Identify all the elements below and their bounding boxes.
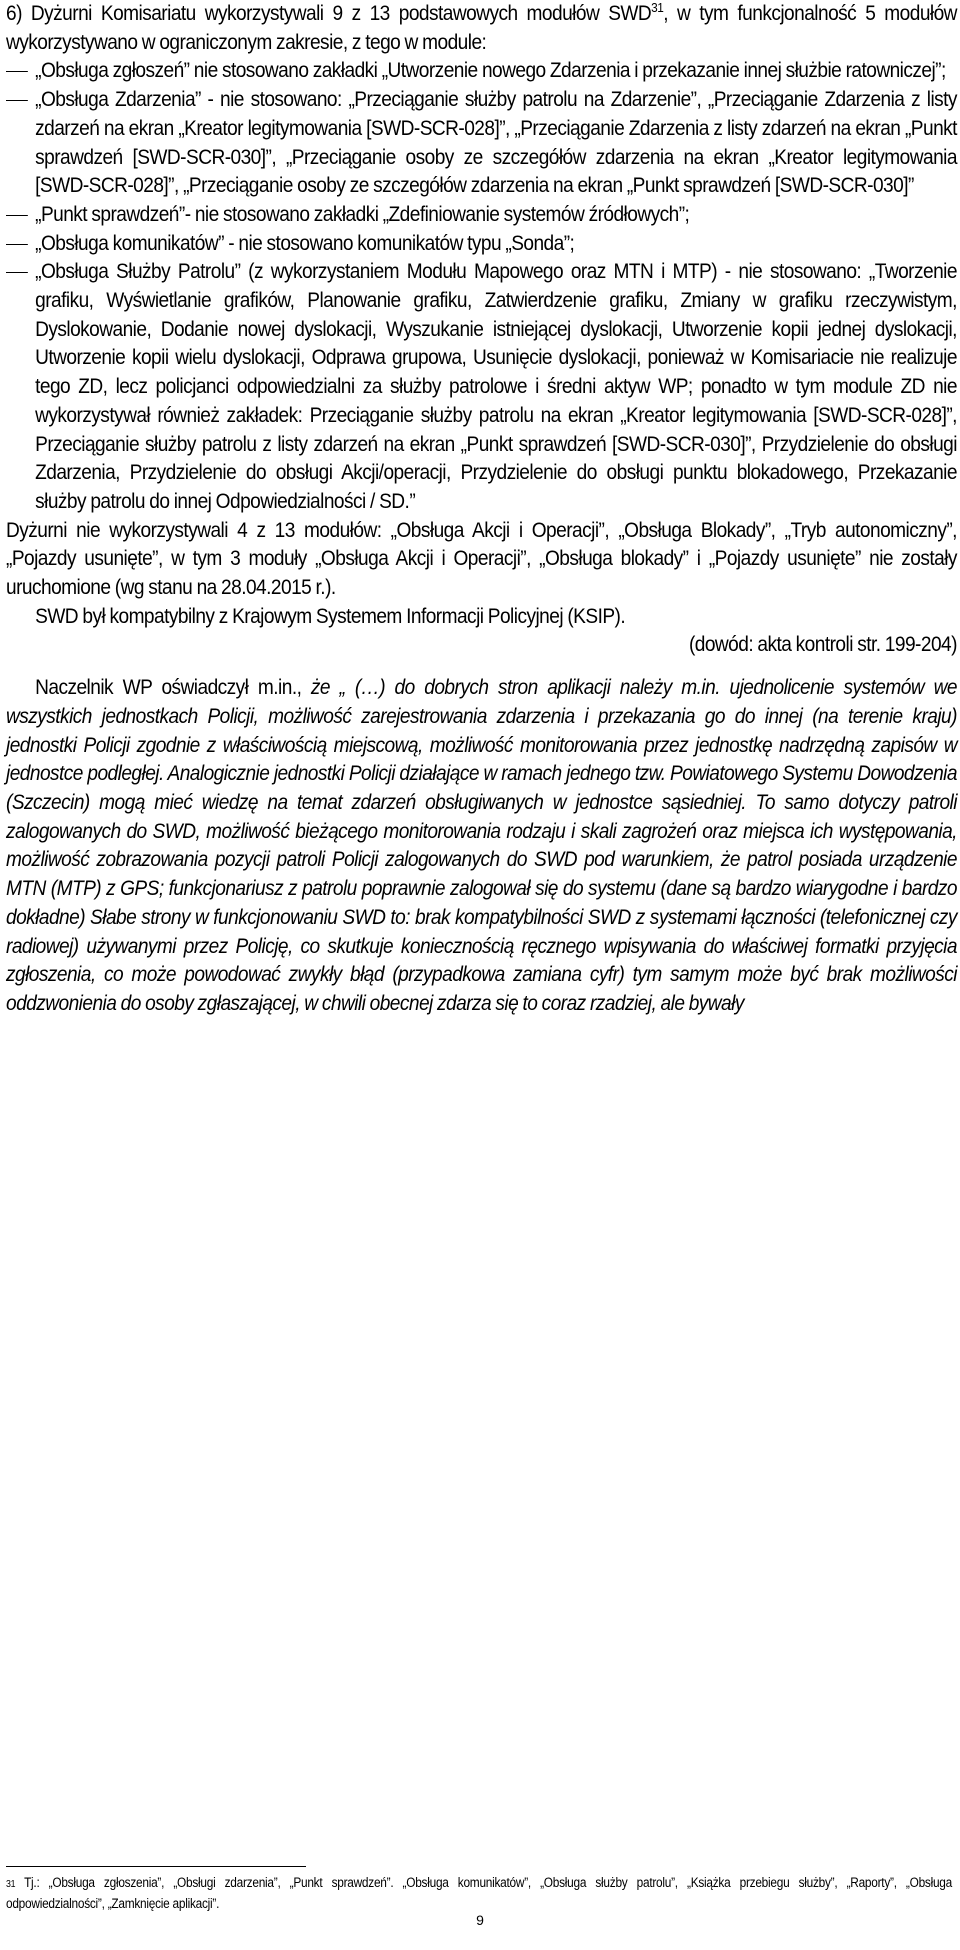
ksip-paragraph: SWD był kompatybilny z Krajowym Systemem Informacji Policyjnej (KSIP). bbox=[35, 604, 626, 628]
spacer bbox=[6, 660, 957, 674]
body-text bbox=[6, 0, 957, 1019]
paragraph-6-tail: , w tym funkcjonalność 5 modułów wykorzystywano w ograniczonym zakresie, z tego w module: bbox=[6, 2, 957, 54]
paragraph-6 bbox=[6, 0, 957, 57]
dash-bullet-icon bbox=[6, 244, 28, 245]
footnote-number: 31 bbox=[6, 1879, 16, 1890]
list-item bbox=[6, 86, 957, 201]
unused-modules-paragraph: Dyżurni nie wykorzystywali 4 z 13 modułów: „Obsługa Akcji i Operacji”, „Obsługa Blokady”, „Tryb autonomiczny”, „Pojazdy usunięte”, w tym 3 moduły „Obsługa Akcji i Operacji”, „Obsługa blokady” i „Pojazdy usunięte” nie zostały uruchomione (wg stanu na 28.04.2015 r.). bbox=[6, 518, 957, 600]
naczelnik-lead: Naczelnik WP oświadczył m.in., bbox=[35, 676, 311, 700]
dash-bullet-icon bbox=[6, 71, 28, 72]
dash-bullet-icon bbox=[6, 215, 28, 216]
evidence-reference: (dowód: akta kontroli str. 199-204) bbox=[688, 633, 957, 657]
naczelnik-quote: że „ (…) do dobrych stron aplikacji należy m.in. ujednolicenie systemów we wszystkich jednostkach Policji, możliwość zarejestrowania zdarzenia i przekazania go do innej (na terenie kraju) jednostki Policji zgodnie z właściwością miejscową, możliwość monitorowania przez jednostkę nadrzędną zapisów w jednostce podległej. Analogicznie jednostki Policji działające w ramach jednego tzw. Powiatowego Systemu Dowodzenia (Szczecin) mogą mieć wiedzę na temat zdarzeń obsługiwanych w jednostce sąsiedniej. To samo dotyczy patroli zalogowanych do SWD, możliwość bieżącego monitorowania rodzaju i skali zagrożeń oraz miejsca ich występowania, możliwość zobrazowania pozycji patroli Policji zalogowanych do SWD pod warunkiem, że patrol posiada urządzenie MTN (MTP) z GPS; funkcjonariusz z patrolu poprawnie zalogował się do systemu (dane są bardzo wiarygodne i bardzo dokładne) Słabe strony w funkcjonowaniu SWD to: brak kompatybilności SWD z systemami łączności (telefonicznej czy radiowej) używanymi przez Policję, co skutkuje koniecznością ręcznego wpisywania do właściwej formatki przyjęcia zgłoszenia, co może powodować zwykły błąd (przypadkowa zamiana cyfr) tym samym może być brak możliwości oddzwonienia do osoby zgłaszającej, w chwili obecnej zdarza się to coraz rzadziej, ale bywały bbox=[6, 676, 957, 1015]
list-item bbox=[6, 230, 957, 259]
footnote-reference[interactable]: 31 bbox=[651, 0, 664, 15]
list-item bbox=[6, 57, 957, 86]
naczelnik-paragraph bbox=[6, 674, 957, 1018]
page-number: 9 bbox=[476, 1912, 484, 1928]
paragraph-6-line: 6) Dyżurni Komisariatu wykorzystywali 9 z 13 podstawowych modułów SWD bbox=[6, 2, 652, 25]
list-item bbox=[6, 201, 957, 230]
list-item-text: „Obsługa Zdarzenia” - nie stosowano: „Przeciąganie służby patrolu na Zdarzenie”, „Przeciąganie Zdarzenia z listy zdarzeń na ekran „Kreator legitymowania [SWD-SCR-028]”, „Przeciąganie Zdarzenia z listy zdarzeń na ekran „Punkt sprawdzeń [SWD-SCR-030]”, „Przeciąganie osoby ze szczegółów zdarzenia na ekran „Kreator legitymowania [SWD-SCR-028]”, „Przeciąganie osoby ze szczegółów zdarzenia na ekran „Punkt sprawdzeń [SWD-SCR-030]” bbox=[35, 88, 957, 198]
dash-bullet-icon bbox=[6, 100, 28, 101]
list-item-text: „Punkt sprawdzeń”- nie stosowano zakładki „Zdefiniowanie systemów źródłowych”; bbox=[35, 202, 690, 226]
footnote-separator bbox=[6, 1866, 306, 1867]
list-item-text: „Obsługa komunikatów” - nie stosowano komunikatów typu „Sonda”; bbox=[35, 231, 575, 255]
footnote-text: Tj.: „Obsługa zgłoszenia”, „Obsługi zdarzenia”, „Punkt sprawdzeń”. „Obsługa komunikatów”, „Obsługa służby patrolu”, „Książka przebiegu służby”, „Raporty”, „Obsługa odpowiedzialności”, „Zamknięcie aplikacji”. bbox=[6, 1875, 952, 1911]
list-item-text: „Obsługa Służby Patrolu” (z wykorzystaniem Modułu Mapowego oraz MTN i MTP) - nie stosowano: „Tworzenie grafiku, Wyświetlanie grafików, Planowanie grafiku, Zatwierdzenie grafiku, Zmiany w grafiku rzeczywistym, Dyslokowanie, Dodanie nowej dyslokacji, Wyszukanie istniejącej dyslokacji, Utworzenie kopii jednej dyslokacji, Utworzenie kopii wielu dyslokacji, Odprawa grupowa, Usunięcie dyslokacji, ponieważ w Komisariacie nie realizuje tego ZD, lecz policjanci odpowiedzialni za służby patrolowe i średni aktyw WP; ponadto w tym module ZD nie wykorzystywał również zakładek: Przeciąganie służby patrolu na ekran „Kreator legitymowania [SWD-SCR-028]”, Przeciąganie służby patrolu z listy zdarzeń na ekran „Punkt sprawdzeń [SWD-SCR-030]”, Przydzielenie do obsługi Zdarzenia, Przydzielenie do obsługi Akcji/operacji, Przydzielenie do obsługi punktu blokadowego, Przekazanie służby patrolu do innej Odpowiedzialności / SD.” bbox=[35, 260, 957, 513]
footnote bbox=[6, 1872, 952, 1914]
list-item-text: „Obsługa zgłoszeń” nie stosowano zakładki „Utworzenie nowego Zdarzenia i przekazanie innej służbie ratowniczej”; bbox=[35, 59, 946, 83]
dash-bullet-icon bbox=[6, 272, 28, 273]
list-item bbox=[6, 258, 957, 516]
